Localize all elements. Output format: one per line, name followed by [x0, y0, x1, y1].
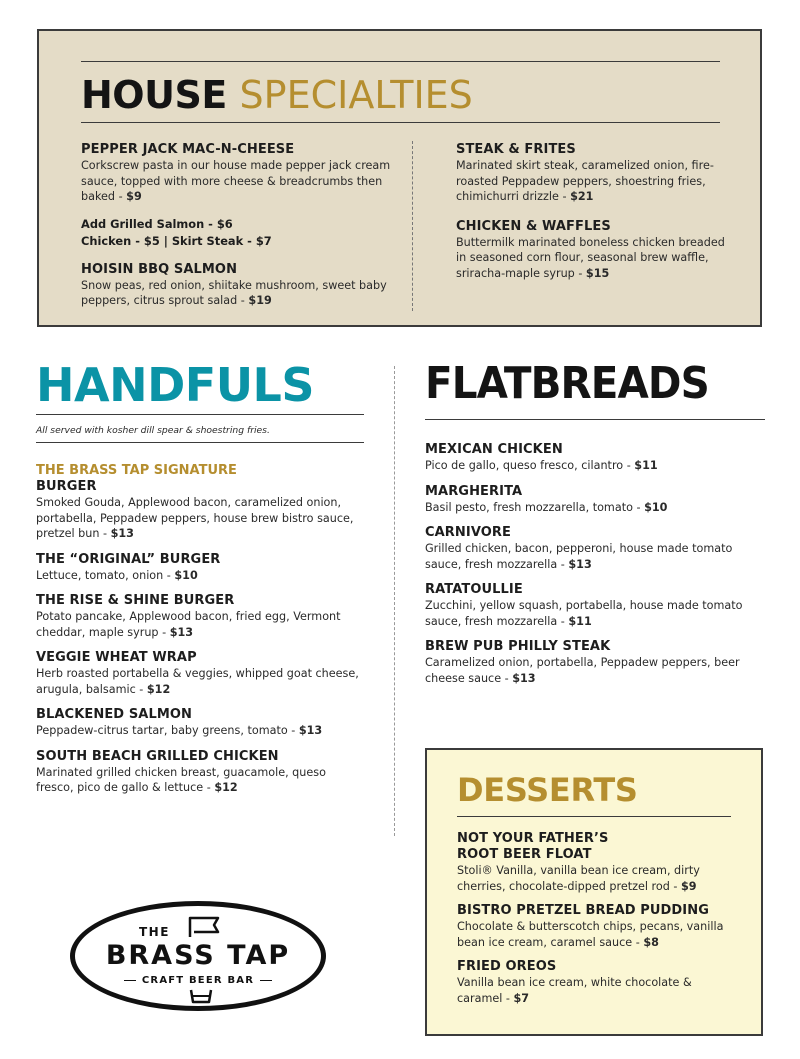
menu-item: [457, 903, 731, 950]
item-description: Caramelized onion, portabella, Peppadew peppers, beer cheese sauce - $13: [425, 656, 740, 685]
house-specialties-title: HOUSE SPECIALTIES: [81, 73, 473, 117]
desserts-title: DESSERTS: [457, 771, 638, 809]
divider: [36, 442, 364, 443]
house-right-column: [456, 142, 731, 292]
item-price: $13: [169, 625, 194, 639]
item-name: BISTRO PRETZEL BREAD PUDDING: [457, 903, 709, 918]
flatbreads-section: [425, 358, 765, 696]
logo-tagline-row: [75, 975, 321, 986]
house-specialties-section: [37, 29, 762, 327]
logo-the: THE: [139, 925, 170, 939]
item-name: RATATOULLIE: [425, 582, 523, 597]
menu-item: [81, 142, 391, 205]
item-name: PEPPER JACK MAC-N-CHEESE: [81, 142, 295, 157]
handfuls-section: [36, 358, 364, 806]
item-price: $9: [680, 879, 697, 893]
divider: [457, 816, 731, 817]
menu-item: [36, 593, 364, 640]
item-price: $11: [568, 614, 592, 628]
brass-tap-logo: [70, 901, 326, 1011]
item-name: THE “ORIGINAL” BURGER: [36, 551, 221, 567]
item-price: $10: [644, 500, 668, 514]
house-left-column: [81, 142, 391, 320]
menu-item: [425, 442, 765, 474]
addon-line: Add Grilled Salmon - $6: [81, 216, 233, 231]
item-price: $19: [248, 294, 272, 307]
menu-item: [36, 749, 364, 796]
item-price: $7: [513, 991, 530, 1005]
menu-item: [456, 219, 731, 282]
column-divider: [394, 366, 395, 836]
item-price: $12: [214, 781, 238, 794]
divider: [81, 61, 720, 62]
menu-item: [457, 831, 731, 894]
logo-tagline: CRAFT BEER BAR: [141, 975, 255, 986]
menu-item: [425, 582, 765, 629]
item-description: Peppadew-citrus tartar, baby greens, tomato - $13: [36, 724, 323, 737]
item-description: Basil pesto, fresh mozzarella, tomato - $10: [425, 500, 668, 514]
flag-icon: [188, 915, 222, 939]
divider: [260, 980, 272, 981]
item-description: Buttermilk marinated boneless chicken breaded in seasoned corn flour, seasonal brew waffle, sriracha-maple syrup - $15: [456, 235, 725, 280]
handfuls-title: HANDFULS: [36, 358, 314, 412]
item-name: HOISIN BBQ SALMON: [81, 261, 238, 277]
flatbreads-title: FLATBREADS: [425, 358, 709, 409]
menu-item: [36, 479, 364, 542]
item-description: Grilled chicken, bacon, pepperoni, house made tomato sauce, fresh mozzarella - $13: [425, 542, 733, 571]
item-price: $8: [643, 935, 659, 949]
divider: [124, 980, 136, 981]
menu-item: [457, 959, 731, 1006]
item-name: MEXICAN CHICKEN: [425, 442, 563, 457]
item-price: $11: [634, 459, 658, 472]
divider: [36, 414, 364, 415]
item-price: $21: [570, 190, 594, 203]
item-name: MARGHERITA: [425, 483, 523, 499]
item-price: $10: [174, 568, 198, 582]
beer-glass-icon: [189, 988, 213, 1004]
menu-item: [81, 262, 391, 309]
item-description: Zucchini, yellow squash, portabella, house made tomato sauce, fresh mozzarella - $11: [425, 599, 743, 628]
handfuls-note: All served with kosher dill spear & shoestring fries.: [36, 425, 270, 436]
item-description: Lettuce, tomato, onion - $10: [36, 568, 198, 582]
menu-item: [36, 552, 364, 584]
item-name: SOUTH BEACH GRILLED CHICKEN: [36, 748, 279, 764]
item-price: $13: [298, 724, 323, 737]
item-name: THE RISE & SHINE BURGER: [36, 593, 235, 608]
column-divider: [412, 141, 413, 311]
addons: [81, 216, 391, 250]
item-description: Smoked Gouda, Applewood bacon, caramelized onion, portabella, Peppadew peppers, house brew bistro sauce, pretzel bun - $13: [36, 496, 354, 540]
item-description: Vanilla bean ice cream, white chocolate & caramel - $7: [457, 976, 692, 1005]
item-name: ROOT BEER FLOAT: [457, 847, 592, 862]
menu-item: [36, 707, 364, 739]
item-price: $13: [512, 671, 536, 685]
item-description: Snow peas, red onion, shiitake mushroom, sweet baby peppers, citrus sprout salad - $19: [81, 278, 387, 307]
item-name: CHICKEN & WAFFLES: [456, 218, 611, 234]
item-name: BLACKENED SALMON: [36, 707, 193, 722]
item-description: Potato pancake, Applewood bacon, fried egg, Vermont cheddar, maple syrup - $13: [36, 610, 341, 639]
divider: [425, 419, 765, 420]
menu-item: [425, 484, 765, 516]
signature-label: THE BRASS TAP SIGNATURE: [36, 463, 237, 478]
item-name: BREW PUB PHILLY STEAK: [425, 639, 611, 654]
item-description: Pico de gallo, queso fresco, cilantro - $11: [425, 459, 658, 472]
item-name: NOT YOUR FATHER’S: [457, 831, 609, 846]
item-name: STEAK & FRITES: [456, 142, 576, 157]
logo-brand: BRASS TAP: [105, 940, 291, 971]
addon-line: Chicken - $5 | Skirt Steak - $7: [81, 233, 272, 248]
item-description: Marinated skirt steak, caramelized onion, fire-roasted Peppadew peppers, shoestring fries, chimichurri drizzle - $21: [456, 159, 714, 203]
item-description: Stoli® Vanilla, vanilla bean ice cream, dirty cherries, chocolate-dipped pretzel rod - $9: [457, 864, 700, 893]
divider: [81, 122, 720, 123]
item-price: $15: [585, 266, 610, 280]
menu-item: [425, 525, 765, 572]
item-price: $13: [568, 557, 592, 571]
item-name: CARNIVORE: [425, 525, 512, 540]
item-description: Corkscrew pasta in our house made pepper jack cream sauce, topped with more cheese & breadcrumbs then baked - $9: [81, 159, 391, 203]
item-price: $12: [146, 682, 171, 696]
desserts-section: [425, 748, 763, 1036]
item-description: Herb roasted portabella & veggies, whipped goat cheese, arugula, balsamic - $12: [36, 667, 359, 696]
item-name: VEGGIE WHEAT WRAP: [36, 650, 197, 665]
menu-item: [425, 639, 765, 686]
item-description: Marinated grilled chicken breast, guacamole, queso fresco, pico de gallo & lettuce - $12: [36, 765, 326, 794]
item-name: BURGER: [36, 479, 97, 494]
item-price: $9: [126, 190, 142, 203]
item-description: Chocolate & butterscotch chips, pecans, vanilla bean ice cream, caramel sauce - $8: [457, 920, 724, 949]
menu-item: [456, 142, 731, 205]
menu-item: [36, 650, 364, 697]
item-price: $13: [110, 527, 134, 540]
item-name: FRIED OREOS: [457, 959, 557, 974]
